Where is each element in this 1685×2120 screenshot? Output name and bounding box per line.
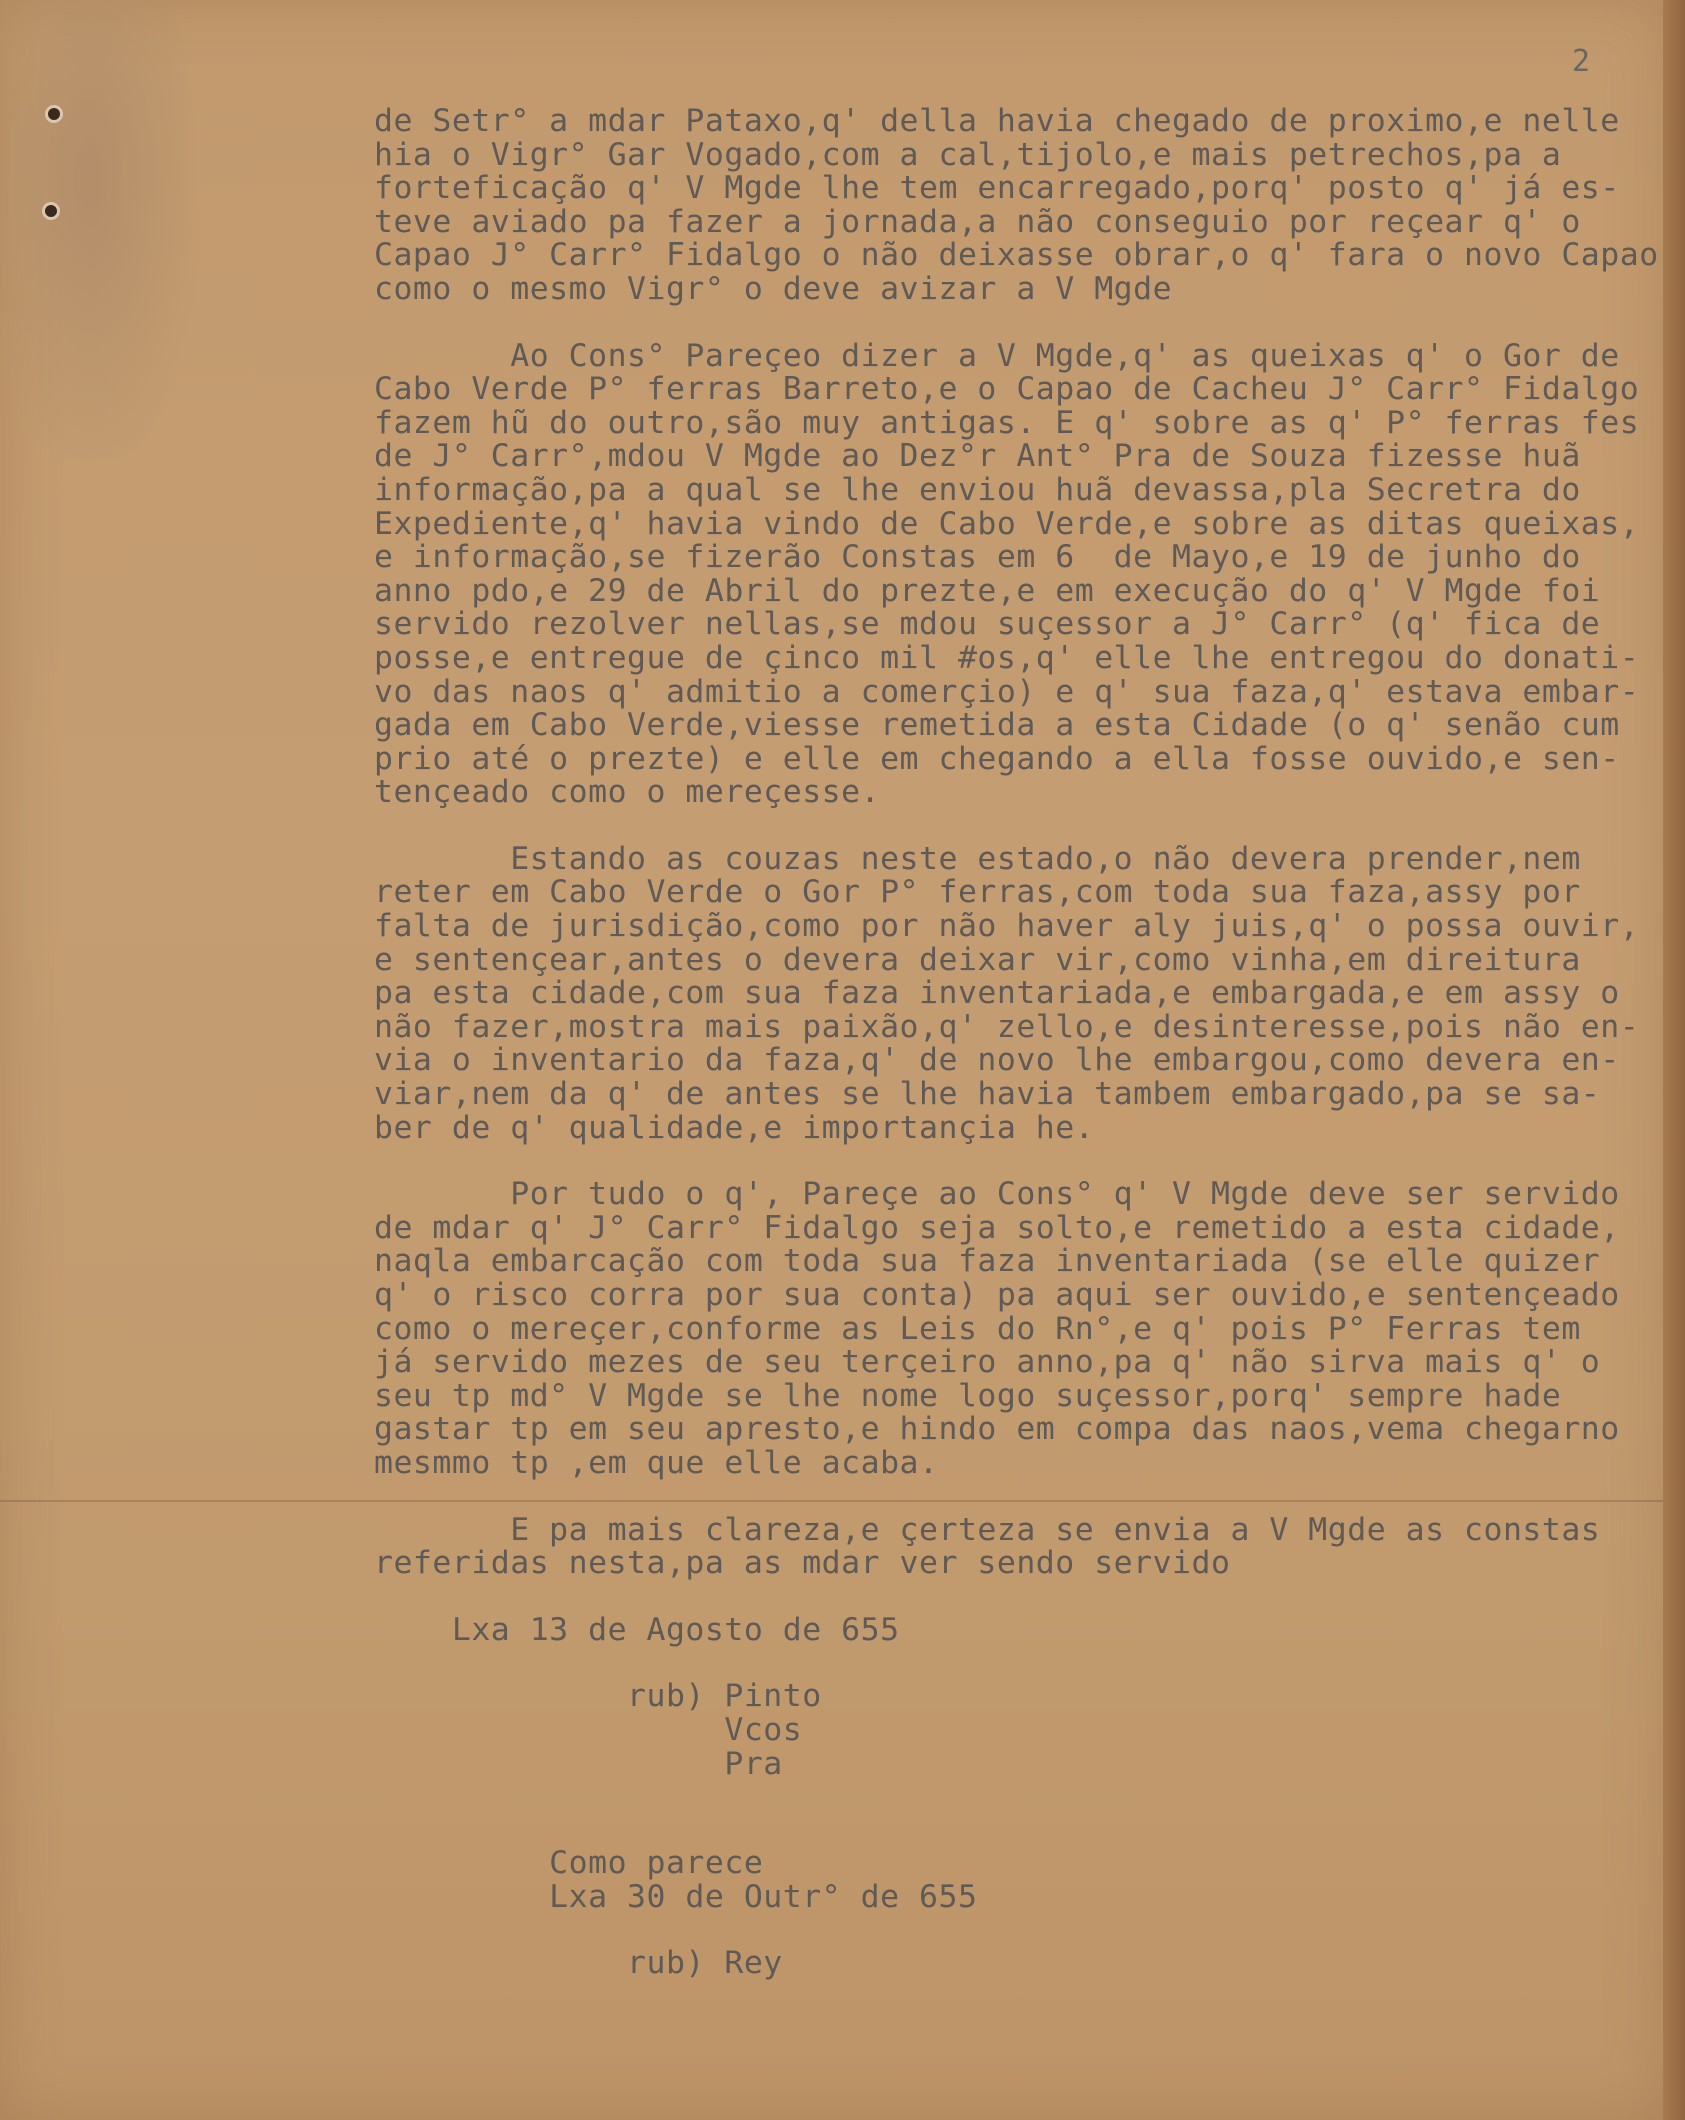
text-line: E pa mais clareza,e çerteza se envia a V Mgde as constas xyxy=(374,1511,1601,1548)
text-line: fazem hũ do outro,são muy antigas. E q' sobre as q' P° ferras fes xyxy=(374,404,1640,441)
text-line: Cabo Verde P° ferras Barreto,e o Capao de Cacheu J° Carr° Fidalgo xyxy=(374,371,1640,408)
date-line: Lxa 13 de Agosto de 655 xyxy=(374,1611,900,1648)
text-line: hia o Vigr° Gar Vogado,com a cal,tijolo,e mais petrechos,pa a xyxy=(374,136,1562,173)
signature-block xyxy=(374,1680,1664,1781)
page-number: 2 xyxy=(1572,44,1591,79)
text-line: e sentençear,antes o devera deixar vir,como vinha,em direitura xyxy=(374,941,1581,978)
text-line: teve aviado pa fazer a jornada,a não conseguio por reçear q' o xyxy=(374,203,1581,240)
text-line: posse,e entregue de çinco mil #os,q' elle lhe entregou do donati- xyxy=(374,639,1640,676)
text-line: falta de jurisdição,como por não haver aly juis,q' o possa ouvir, xyxy=(374,908,1640,945)
royal-signature: rub) Rey xyxy=(374,1945,783,1982)
resolution-line: Lxa 30 de Outr° de 655 xyxy=(374,1878,978,1915)
text-line: como o mesmo Vigr° o deve avizar a V Mgde xyxy=(374,270,1173,307)
paragraph-4 xyxy=(374,1178,1664,1480)
text-line: e informação,se fizerão Constas em 6 de Mayo,e 19 de junho do xyxy=(374,539,1581,576)
punch-hole-top xyxy=(45,105,63,123)
text-line: via o inventario da faza,q' de novo lhe embargou,como devera en- xyxy=(374,1042,1620,1079)
text-line: tençeado como o mereçesse. xyxy=(374,774,881,811)
paragraph-3 xyxy=(374,840,1664,1146)
resolution-block xyxy=(374,1847,1664,1914)
typed-letter xyxy=(374,105,1664,1981)
signature-line: rub) Pinto xyxy=(374,1678,822,1715)
text-line: prio até o prezte) e elle em chegando a ella fosse ouvido,e sen- xyxy=(374,740,1620,777)
text-line: servido rezolver nellas,se mdou suçessor a J° Carr° (q' fica de xyxy=(374,606,1601,643)
text-line: não fazer,mostra mais paixão,q' zello,e desinteresse,pois não en- xyxy=(374,1008,1640,1045)
paper-edge xyxy=(1663,0,1685,2120)
text-line: gastar tp em seu apresto,e hindo em compa das naos,vema chegarno xyxy=(374,1411,1620,1448)
text-line: ber de q' qualidade,e importançia he. xyxy=(374,1109,1095,1146)
paragraph-1 xyxy=(374,105,1664,307)
text-line: viar,nem da q' de antes se lhe havia tambem embargado,pa se sa- xyxy=(374,1076,1601,1113)
text-line: Ao Cons° Pareçeo dizer a V Mgde,q' as queixas q' o Gor de xyxy=(374,337,1620,374)
text-line: Expediente,q' havia vindo de Cabo Verde,e sobre as ditas queixas, xyxy=(374,505,1640,542)
signature-line: Pra xyxy=(374,1745,783,1782)
water-stain xyxy=(0,0,200,460)
text-line: Capao J° Carr° Fidalgo o não deixasse obrar,o q' fara o novo Capao xyxy=(374,237,1659,274)
punch-hole-bottom xyxy=(42,202,60,220)
text-line: vo das naos q' admitio a comerçio) e q' sua faza,q' estava embar- xyxy=(374,673,1640,710)
text-line: Estando as couzas neste estado,o não devera prender,nem xyxy=(374,840,1581,877)
text-line: reter em Cabo Verde o Gor P° ferras,com toda sua faza,assy por xyxy=(374,874,1581,911)
text-line: naqla embarcação com toda sua faza inventariada (se elle quizer xyxy=(374,1243,1601,1280)
text-line: como o mereçer,conforme as Leis do Rn°,e q' pois P° Ferras tem xyxy=(374,1310,1581,1347)
text-line: de J° Carr°,mdou V Mgde ao Dez°r Ant° Pra de Souza fizesse huã xyxy=(374,438,1581,475)
text-line: de Setr° a mdar Pataxo,q' della havia chegado de proximo,e nelle xyxy=(374,103,1620,139)
text-line: referidas nesta,pa as mdar ver sendo servido xyxy=(374,1545,1231,1582)
resolution-line: Como parece xyxy=(374,1845,764,1882)
paragraph-5 xyxy=(374,1511,1664,1582)
text-line: q' o risco corra por sua conta) pa aqui ser ouvido,e sentençeado xyxy=(374,1277,1620,1313)
text-line: forteficação q' V Mgde lhe tem encarregado,porq' posto q' já es- xyxy=(374,170,1620,207)
text-line: de mdar q' J° Carr° Fidalgo seja solto,e remetido a esta cidade, xyxy=(374,1209,1620,1246)
text-line: informação,pa a qual se lhe enviou huã devassa,pla Secretra do xyxy=(374,471,1581,508)
paragraph-2 xyxy=(374,337,1664,811)
text-line: já servido mezes de seu terçeiro anno,pa q' não sirva mais q' o xyxy=(374,1344,1601,1381)
text-line: seu tp md° V Mgde se lhe nome logo suçessor,porq' sempre hade xyxy=(374,1377,1562,1414)
text-line: gada em Cabo Verde,viesse remetida a esta Cidade (o q' senão cum xyxy=(374,707,1620,744)
text-line: Por tudo o q', Pareçe ao Cons° q' V Mgde deve ser servido xyxy=(374,1176,1620,1213)
text-line: mesmmo tp ,em que elle acaba. xyxy=(374,1444,939,1481)
signature-line: Vcos xyxy=(374,1711,803,1748)
text-line: anno pdo,e 29 de Abril do prezte,e em execução do q' V Mgde foi xyxy=(374,572,1601,609)
text-line: pa esta cidade,com sua faza inventariada,e embargada,e em assy o xyxy=(374,975,1620,1012)
